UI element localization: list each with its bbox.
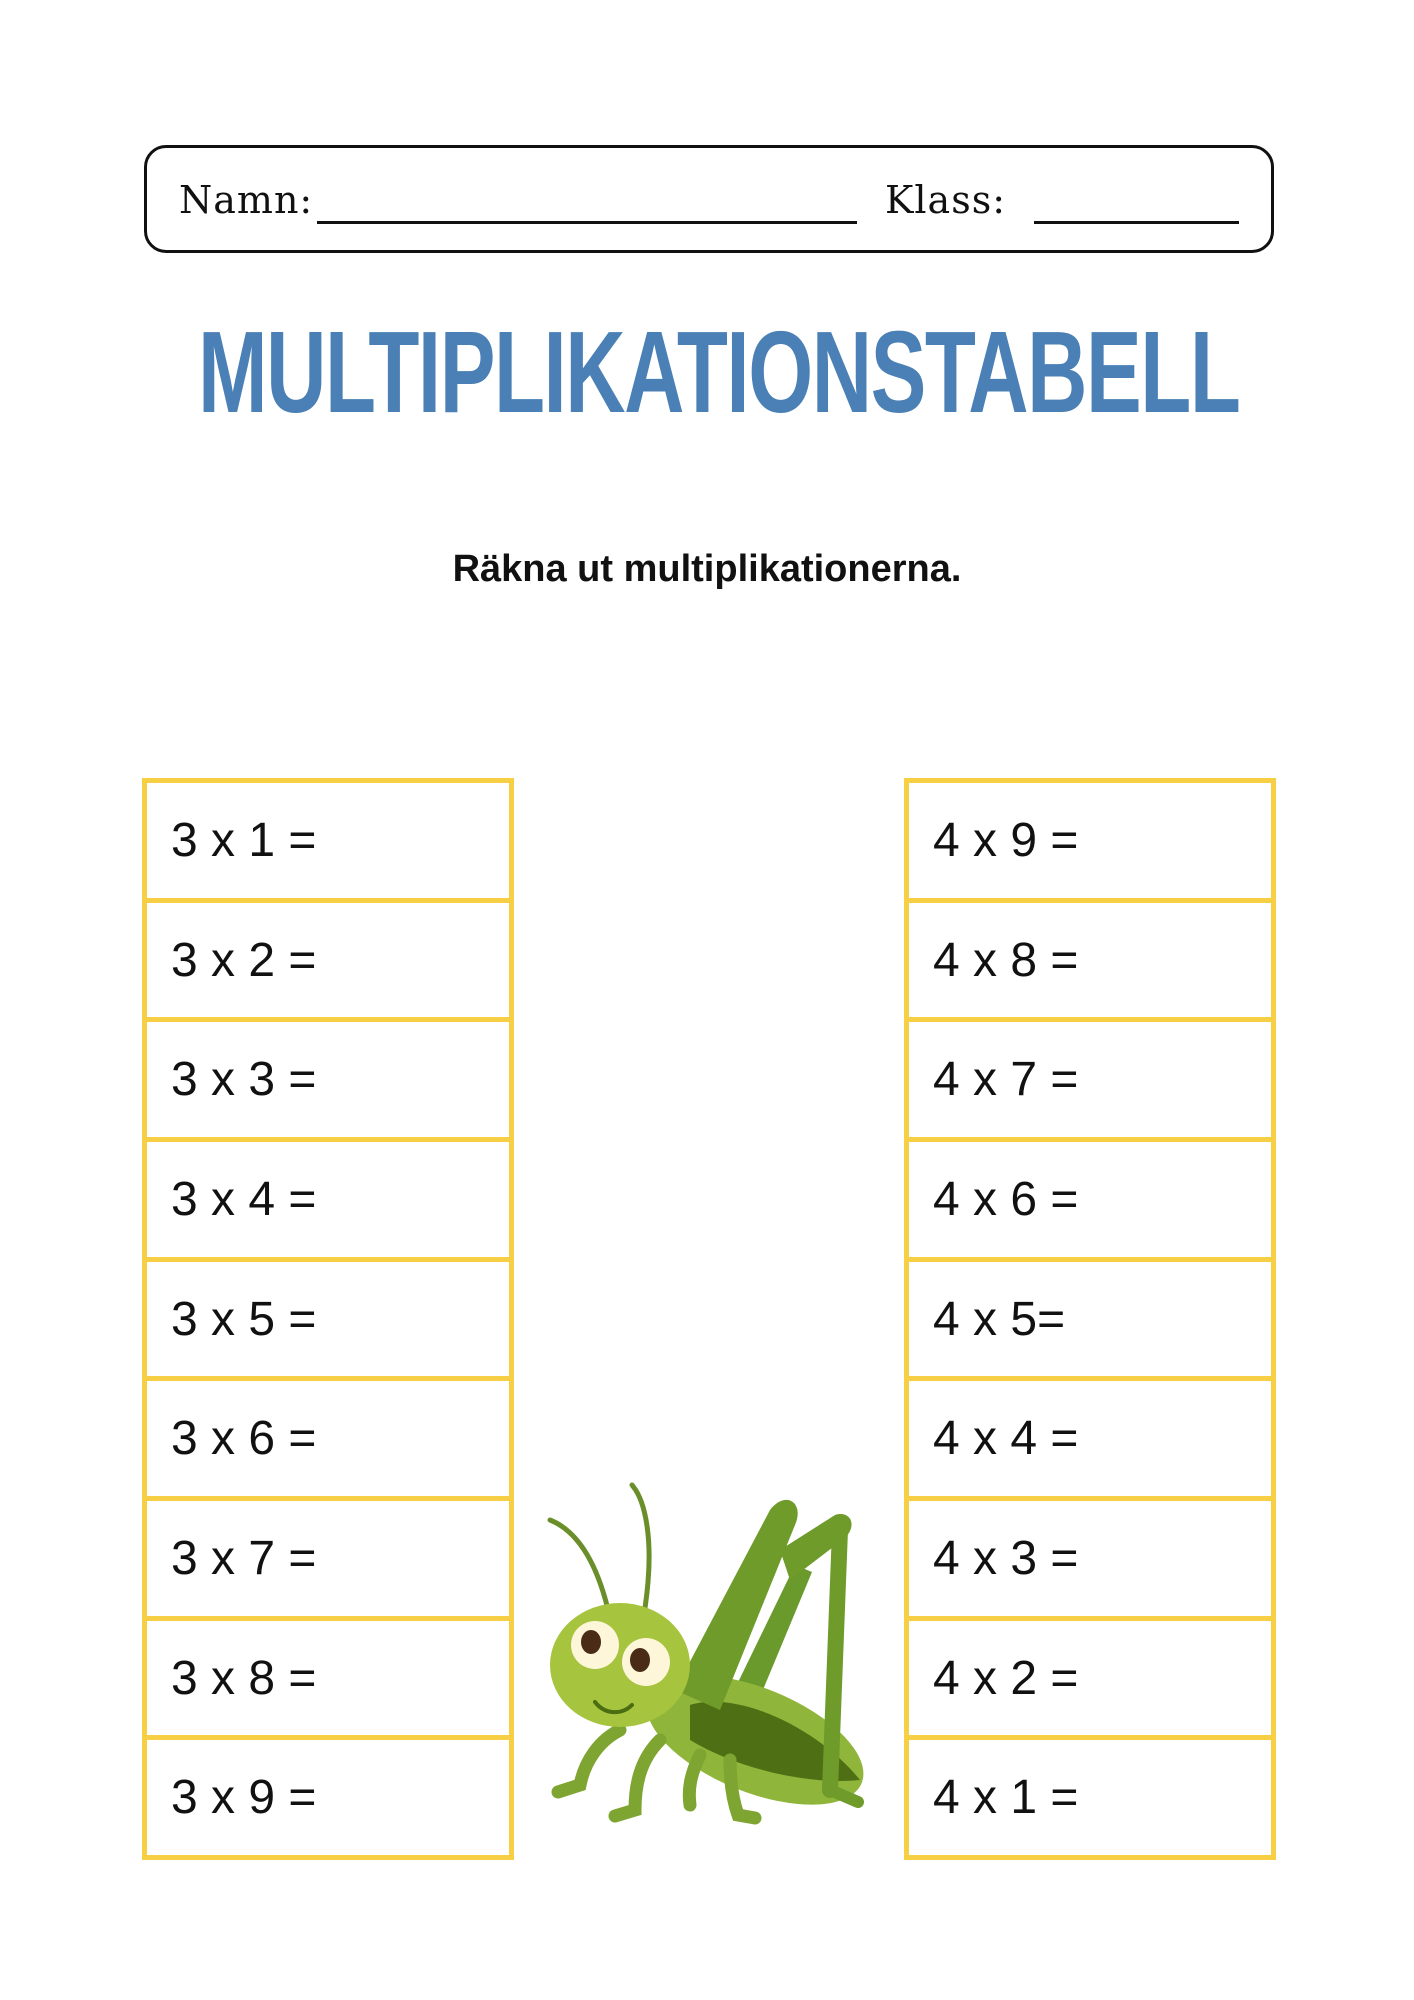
equation-row[interactable]: 4 x 8 = bbox=[909, 903, 1271, 1023]
page-title: MULTIPLIKATIONSTABELL bbox=[197, 307, 1240, 437]
equation-row[interactable]: 3 x 4 = bbox=[147, 1142, 509, 1262]
equation-row[interactable]: 4 x 2 = bbox=[909, 1621, 1271, 1741]
equation-list-right bbox=[904, 778, 1276, 1860]
instruction-text: Räkna ut multiplikationerna. bbox=[452, 548, 962, 590]
equation-row[interactable]: 3 x 2 = bbox=[147, 903, 509, 1023]
equation-row[interactable]: 4 x 9 = bbox=[909, 783, 1271, 903]
equation-list-left bbox=[142, 778, 514, 1860]
equation-row[interactable]: 4 x 4 = bbox=[909, 1381, 1271, 1501]
equation-row[interactable]: 3 x 6 = bbox=[147, 1381, 509, 1501]
equation-row[interactable]: 4 x 7 = bbox=[909, 1022, 1271, 1142]
equation-row[interactable]: 4 x 3 = bbox=[909, 1501, 1271, 1621]
grasshopper-illustration bbox=[540, 1440, 880, 1830]
equation-row[interactable]: 4 x 6 = bbox=[909, 1142, 1271, 1262]
equation-row[interactable]: 3 x 8 = bbox=[147, 1621, 509, 1741]
class-label: Klass: bbox=[885, 178, 1007, 222]
name-field[interactable] bbox=[317, 221, 857, 224]
name-class-box bbox=[144, 145, 1274, 253]
equation-row[interactable]: 4 x 5= bbox=[909, 1262, 1271, 1382]
class-field[interactable] bbox=[1034, 221, 1239, 224]
equation-row[interactable]: 3 x 3 = bbox=[147, 1022, 509, 1142]
equation-row[interactable]: 4 x 1 = bbox=[933, 1771, 1079, 1825]
equation-row[interactable]: 3 x 1 = bbox=[147, 783, 509, 903]
equation-row[interactable]: 3 x 7 = bbox=[147, 1501, 509, 1621]
equation-row[interactable]: 3 x 5 = bbox=[147, 1262, 509, 1382]
name-label: Namn: bbox=[179, 178, 314, 222]
equation-row[interactable]: 3 x 9 = bbox=[171, 1771, 317, 1825]
